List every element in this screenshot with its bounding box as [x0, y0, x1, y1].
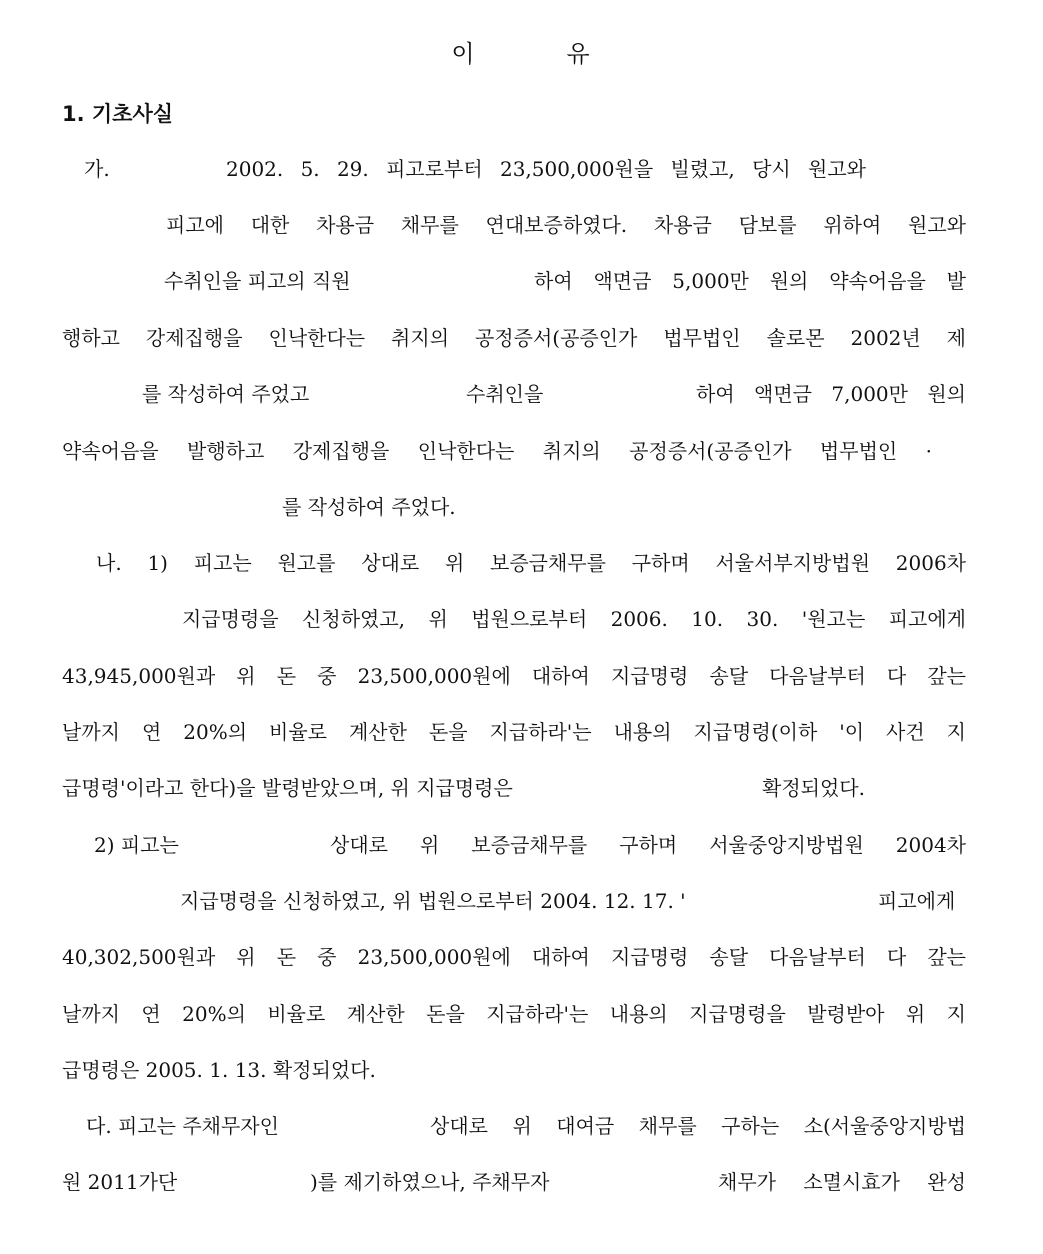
- text-line: 날까지 연 20%의 비율로 계산한 돈을 지급하라'는 내용의 지급명령을 발령받아 위 지: [62, 1002, 966, 1026]
- text-line: 상대로 위 보증금채무를 구하며 서울중앙지방법원 2004차: [330, 833, 966, 857]
- text-line: 피고에 대한 차용금 채무를 연대보증하였다. 차용금 담보를 위하여 원고와: [166, 213, 966, 237]
- text-line: 행하고 강제집행을 인낙한다는 취지의 공정증서(공증인가 법무법인 솔로몬 2002년 제: [62, 326, 966, 350]
- text-line: 확정되었다.: [762, 776, 865, 800]
- text-line: 지급명령을 신청하였고, 위 법원으로부터 2004. 12. 17. ': [180, 889, 686, 913]
- text-line: 날까지 연 20%의 비율로 계산한 돈을 지급하라'는 내용의 지급명령(이하 '이 사건 지: [62, 720, 966, 744]
- text-line: 하여 액면금 7,000만 원의: [696, 382, 966, 406]
- title-char-right: 유: [566, 40, 592, 68]
- text-line: 채무가 소멸시효가 완성: [718, 1170, 966, 1194]
- text-line: 수취인을 피고의 직원: [164, 269, 351, 293]
- text-line: 를 작성하여 주었고: [142, 382, 310, 406]
- text-line: 원 2011가단: [62, 1170, 178, 1194]
- document-title: [0, 34, 1043, 69]
- text-line: 지급명령을 신청하였고, 위 법원으로부터 2006. 10. 30. '원고는 피고에게: [182, 607, 966, 631]
- text-line: 40,302,500원과 위 돈 중 23,500,000원에 대하여 지급명령 송달 다음날부터 다 갚는: [62, 945, 966, 969]
- text-line: 나. 1) 피고는 원고를 상대로 위 보증금채무를 구하며 서울서부지방법원 2006차: [96, 551, 966, 575]
- text-line: 하여 액면금 5,000만 원의 약속어음을 발: [534, 269, 966, 293]
- section-heading: 1. 기초사실: [62, 102, 174, 126]
- text-line: 43,945,000원과 위 돈 중 23,500,000원에 대하여 지급명령 송달 다음날부터 다 갚는: [62, 664, 966, 688]
- text-line: 수취인을: [466, 382, 544, 406]
- text-line: 급명령은 2005. 1. 13. 확정되었다.: [62, 1058, 376, 1082]
- text-line: 급명령'이라고 한다)을 발령받았으며, 위 지급명령은: [62, 776, 513, 800]
- text-line: )를 제기하였으나, 주채무자: [310, 1170, 550, 1194]
- text-line: 피고에게: [878, 889, 956, 913]
- text-line: 2002. 5. 29. 피고로부터 23,500,000원을 빌렸고, 당시 원고와: [226, 157, 866, 181]
- text-line: 2) 피고는: [94, 833, 179, 857]
- paragraph-marker-ga: 가.: [84, 157, 110, 181]
- text-line: 다. 피고는 주채무자인: [86, 1114, 279, 1138]
- title-char-left: 이: [451, 40, 477, 68]
- text-line: 를 작성하여 주었다.: [282, 495, 456, 519]
- text-line: 상대로 위 대여금 채무를 구하는 소(서울중앙지방법: [430, 1114, 966, 1138]
- text-line: 약속어음을 발행하고 강제집행을 인낙한다는 취지의 공정증서(공증인가 법무법인 ·: [62, 439, 932, 463]
